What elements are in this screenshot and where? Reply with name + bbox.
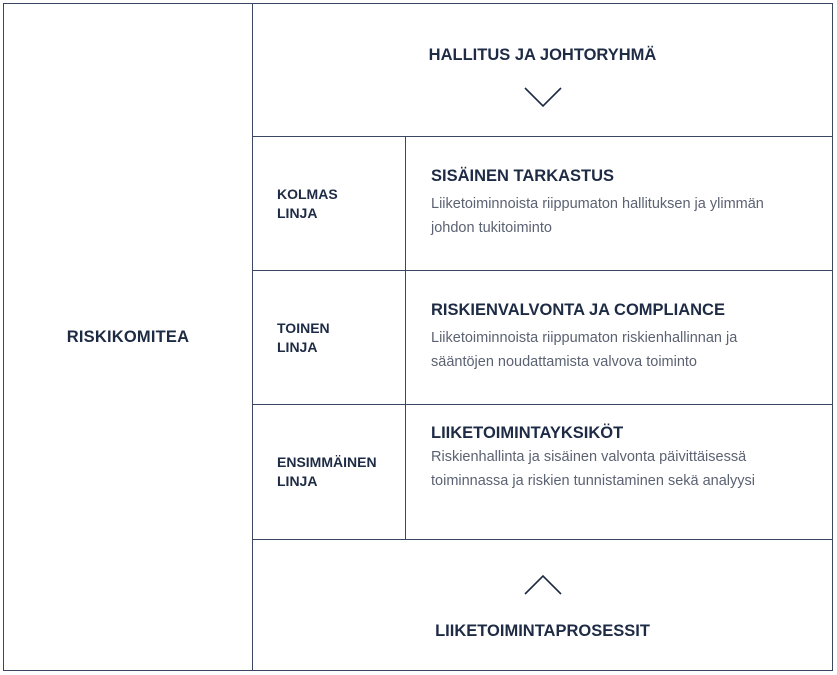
third-line-label-cell	[253, 137, 406, 270]
first-line-label: ENSIMMÄINEN LINJA	[277, 454, 377, 489]
risk-committee-column	[4, 4, 253, 670]
first-line-heading: LIIKETOIMINTAYKSIKÖT	[431, 424, 624, 442]
business-processes-box	[253, 540, 832, 670]
second-line-label: TOINEN LINJA	[277, 319, 330, 355]
second-line-description: Liiketoiminnoista riippumaton riskienhallinnan ja sääntöjen noudattamista valvova toiminto	[431, 330, 738, 370]
business-processes-title: LIIKETOIMINTAPROSESSIT	[435, 622, 650, 640]
chevron-down-icon	[523, 86, 563, 108]
third-line-description: Liiketoiminnoista riippumaton hallituksen ja ylimmän johdon tukitoiminto	[431, 196, 764, 236]
second-line-heading: RISKIENVALVONTA JA COMPLIANCE	[431, 301, 725, 319]
lines-column	[253, 4, 832, 670]
first-line-description: Riskienhallinta ja sisäinen valvonta päivittäisessä toiminnassa ja riskien tunnistaminen sekä analyysi	[431, 449, 755, 489]
board-box	[253, 4, 832, 137]
third-line-label: KOLMAS LINJA	[277, 185, 338, 221]
third-line-content	[406, 137, 832, 270]
second-line-label-cell	[253, 271, 406, 404]
chevron-up-icon	[523, 574, 563, 596]
third-line-row	[253, 137, 832, 271]
three-lines-diagram	[3, 3, 833, 671]
second-line-row	[253, 271, 832, 405]
first-line-row	[253, 405, 832, 540]
board-title: HALLITUS JA JOHTORYHMÄ	[428, 46, 657, 64]
third-line-heading: SISÄINEN TARKASTUS	[431, 167, 615, 185]
risk-committee-label: RISKIKOMITEA	[66, 327, 190, 346]
second-line-content	[406, 271, 832, 404]
first-line-content	[406, 405, 832, 539]
first-line-label-cell	[253, 405, 406, 539]
